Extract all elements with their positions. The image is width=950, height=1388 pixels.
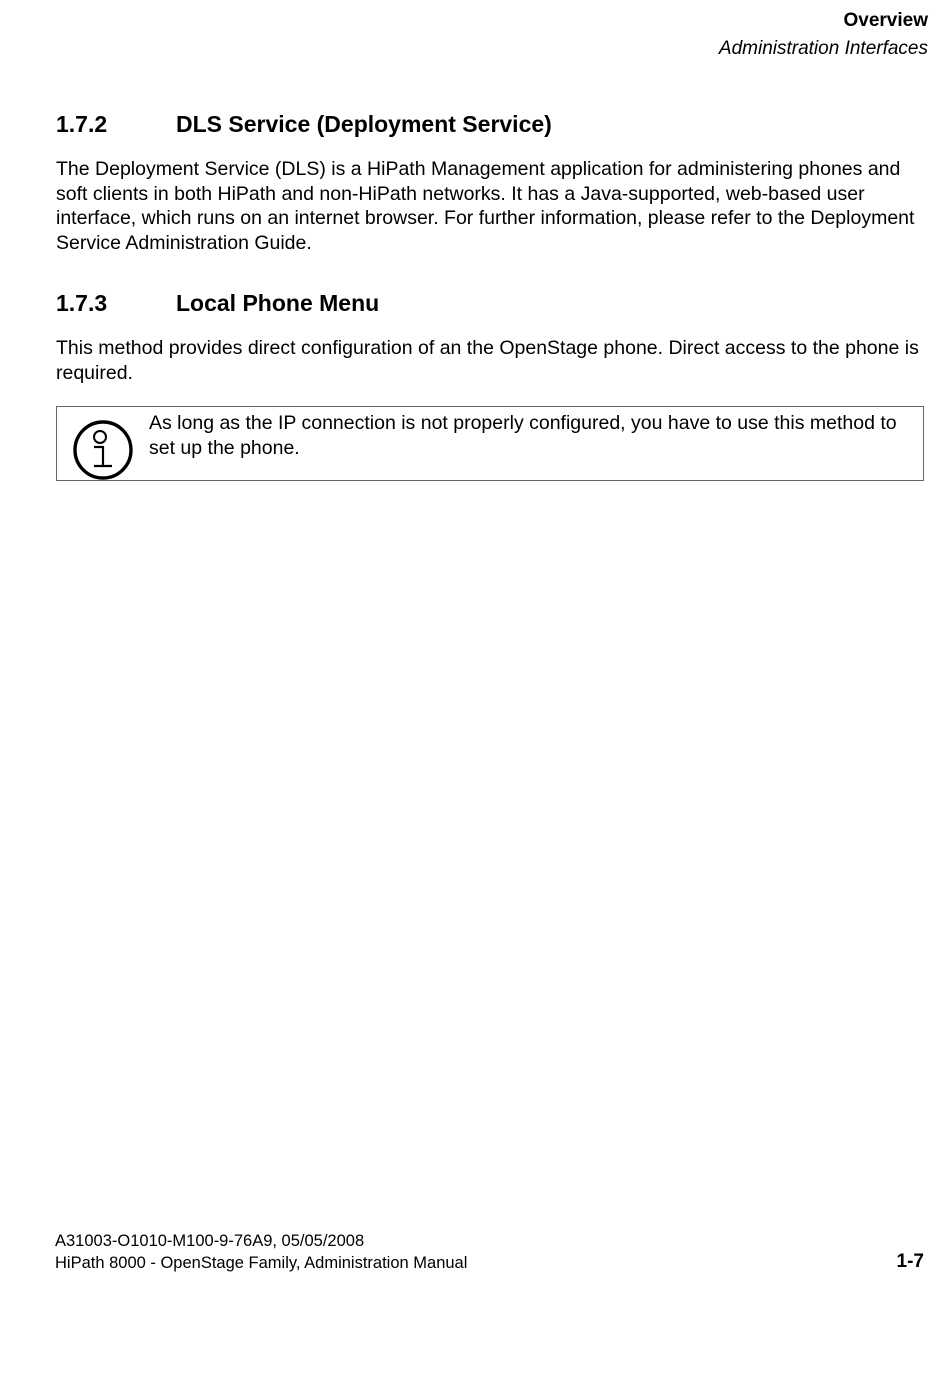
section-title: DLS Service (Deployment Service) [176, 111, 552, 137]
info-icon [72, 419, 134, 481]
section-heading [56, 290, 379, 317]
footer-doc-title: HiPath 8000 - OpenStage Family, Administration Manual [55, 1254, 468, 1272]
section-number: 1.7.3 [56, 290, 108, 316]
note-text: As long as the IP connection is not properly configured, you have to use this method to set up the phone. [149, 412, 897, 459]
section-number: 1.7.2 [56, 111, 108, 137]
header-section-title: Administration Interfaces [718, 38, 928, 59]
section-body: This method provides direct configuration of an the OpenStage phone. Direct access to the phone is required. [56, 337, 919, 384]
page-number: 1-7 [896, 1251, 924, 1272]
section-title: Local Phone Menu [176, 290, 380, 316]
note-box [56, 406, 924, 481]
footer-doc-id: A31003-O1010-M100-9-76A9, 05/05/2008 [55, 1232, 365, 1250]
section-body: The Deployment Service (DLS) is a HiPath Management application for administering phones and soft clients in both HiPath and non-HiPath networks. It has a Java-supported, web-based user interface, which runs on an internet browser. For further information, please refer to the Deployment Service Administration Guide. [56, 158, 915, 254]
section-heading [56, 111, 552, 138]
header-chapter-title: Overview [843, 10, 928, 31]
